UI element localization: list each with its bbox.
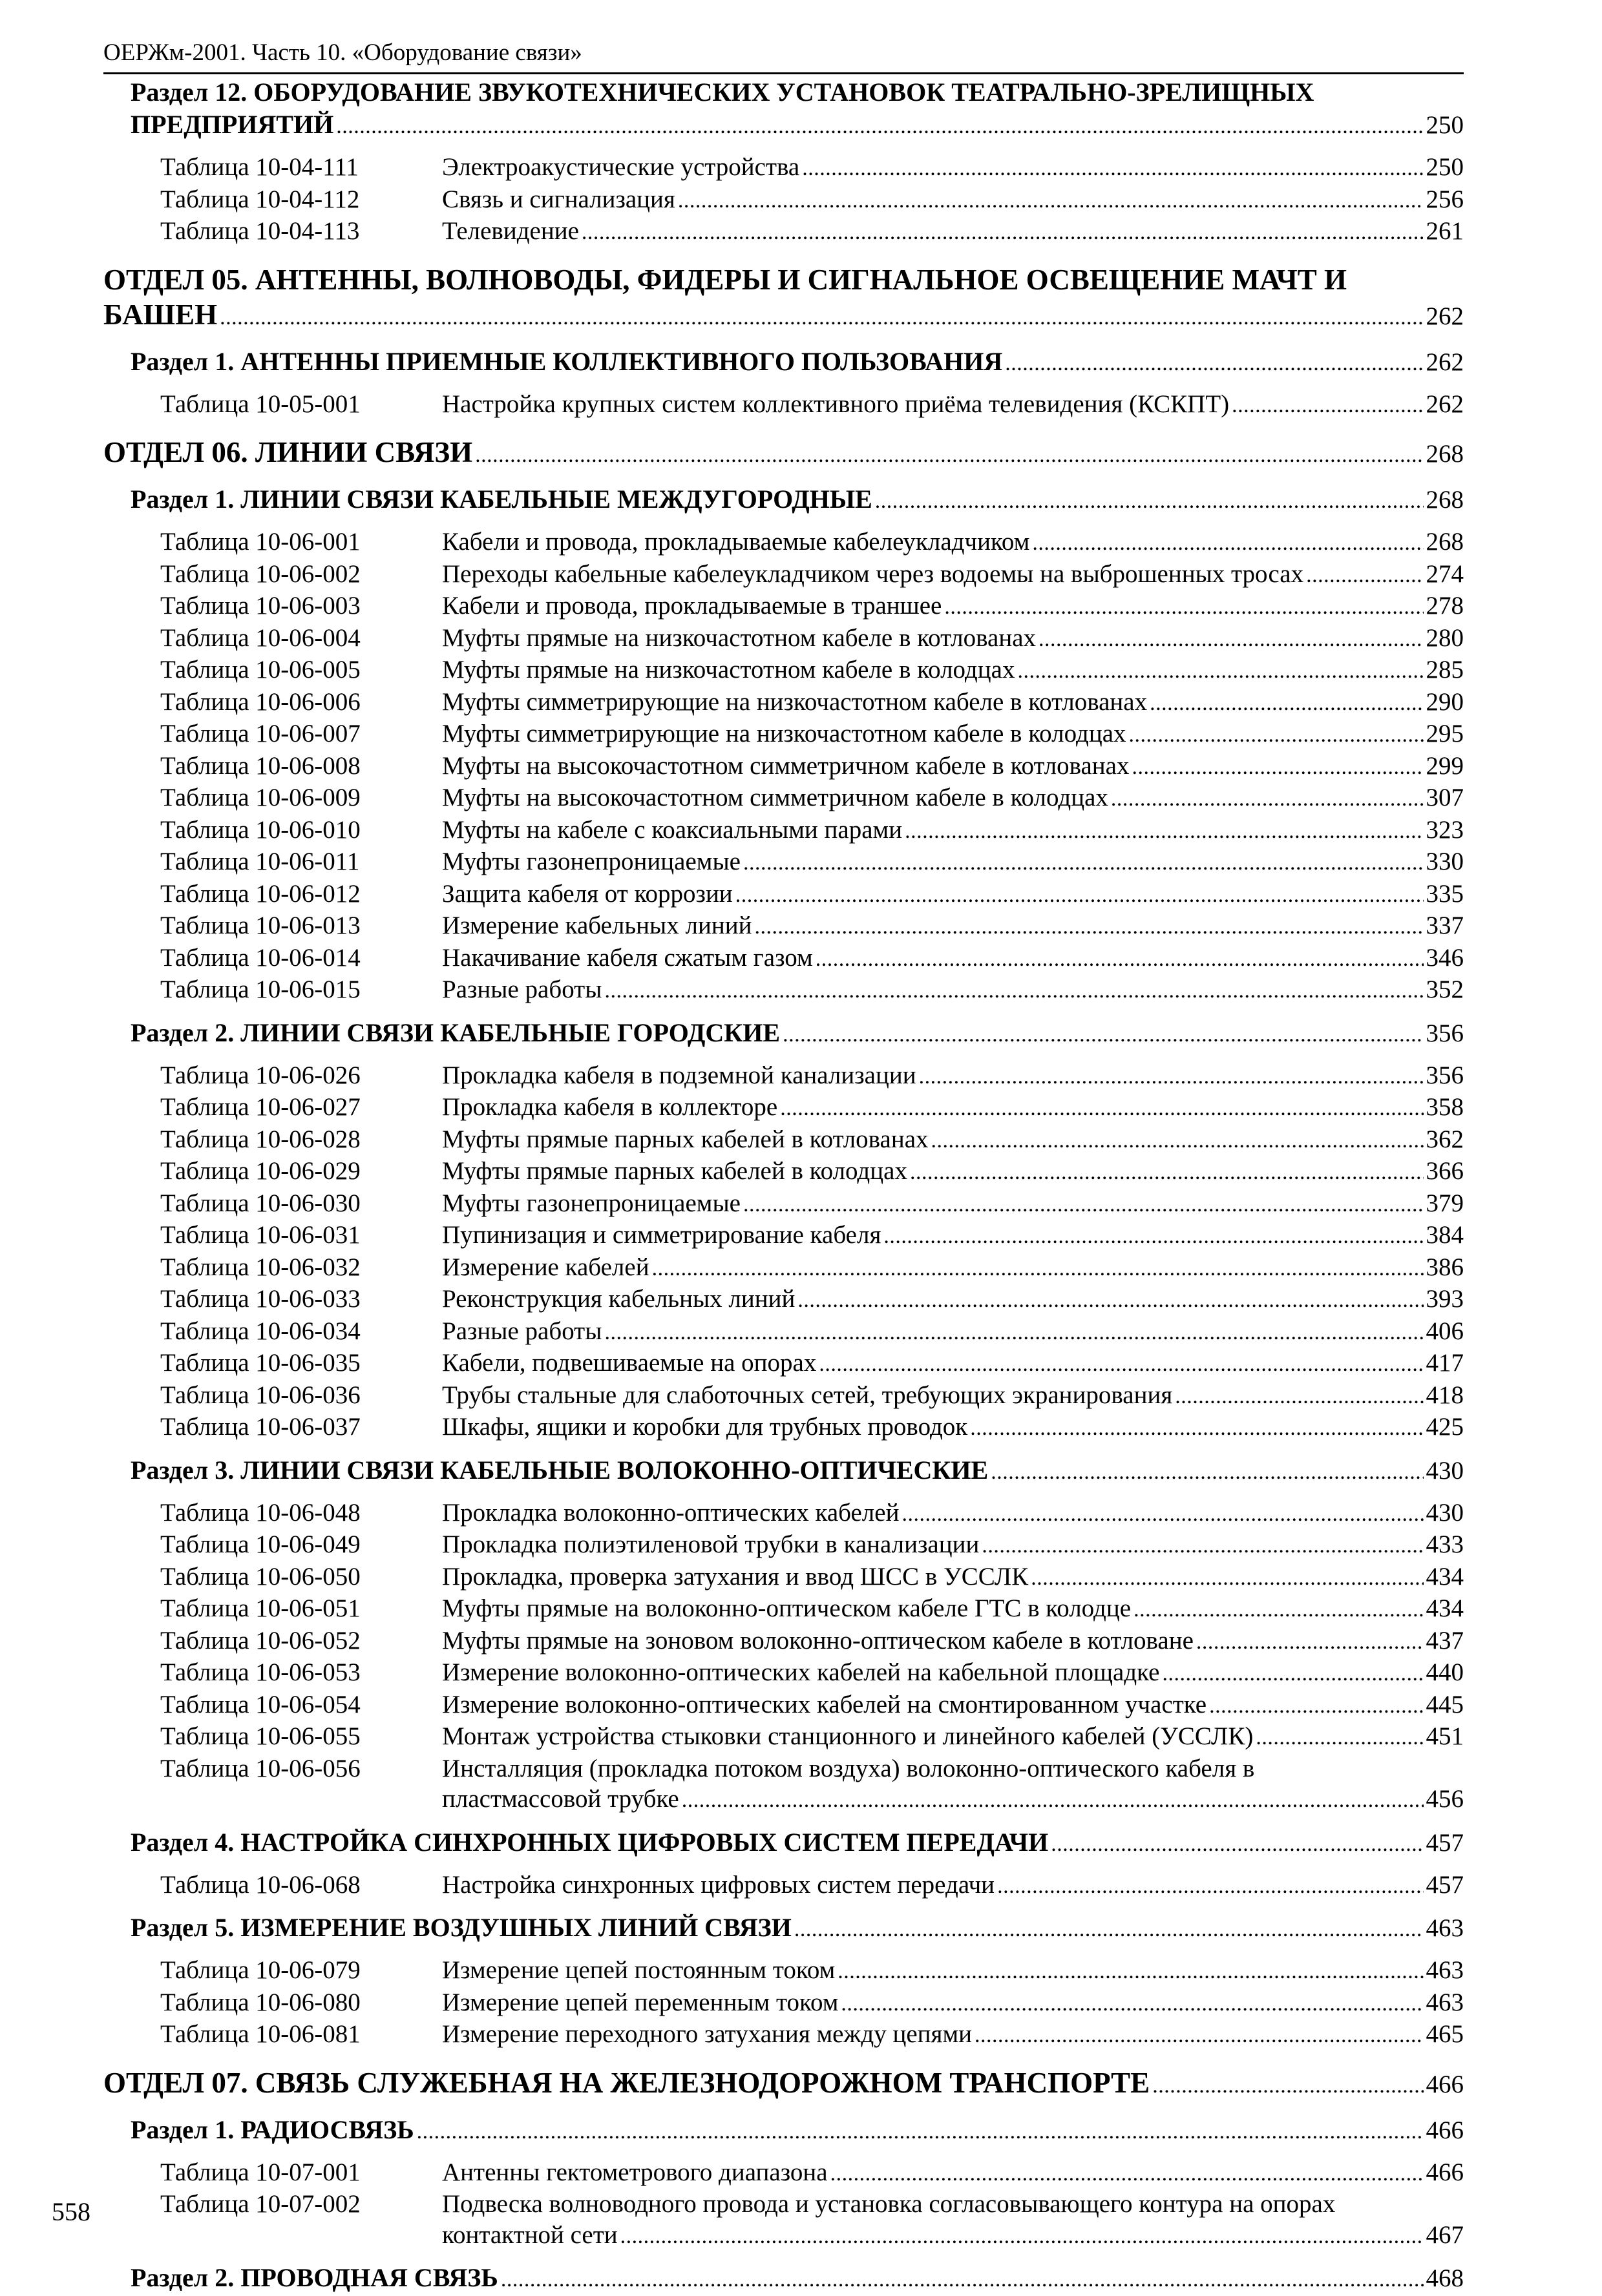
toc-title: Трубы стальные для слаботочных сетей, требующих экранирования <box>442 1381 1173 1409</box>
toc-title: Кабели, подвешиваемые на опорах <box>442 1349 817 1377</box>
toc-table-code: Таблица 10-06-081 <box>160 2020 361 2048</box>
toc-entry-table[interactable] <box>103 1092 1464 1124</box>
toc-page-number: 430 <box>1426 1456 1464 1485</box>
toc-entry-razdel[interactable] <box>103 1454 1464 1488</box>
toc-page-number: 274 <box>1426 559 1464 588</box>
toc-title: Телевидение <box>442 217 579 245</box>
toc-page-number: 418 <box>1426 1381 1464 1409</box>
toc-table-code: Таблица 10-06-001 <box>160 528 361 556</box>
toc-entry-table[interactable] <box>103 974 1464 1007</box>
toc-page-number: 262 <box>1426 302 1464 330</box>
dot-leader <box>905 815 1423 847</box>
dot-leader <box>919 1060 1424 1092</box>
toc-page-number: 366 <box>1426 1157 1464 1185</box>
dot-leader <box>604 1316 1423 1348</box>
toc-entry-razdel[interactable] <box>103 76 1464 143</box>
toc-title: Муфты прямые парных кабелей в котлованах <box>442 1125 929 1153</box>
toc-title: БАШЕН <box>103 298 218 331</box>
dot-leader <box>743 1188 1424 1220</box>
toc-page-number: 346 <box>1426 943 1464 972</box>
toc-page-number: 268 <box>1426 440 1464 468</box>
toc-page-number: 307 <box>1426 784 1464 811</box>
toc-page-number: 290 <box>1426 687 1464 716</box>
toc-entry-table[interactable] <box>103 1498 1464 1530</box>
toc-title: Раздел 2. ПРОВОДНАЯ СВЯЗЬ <box>131 2263 498 2292</box>
toc-title: Измерение волоконно-оптических кабелей на смонтированном участке <box>442 1690 1207 1718</box>
toc-entry-razdel[interactable] <box>103 2262 1464 2296</box>
toc-page-number: 456 <box>1426 1785 1464 1813</box>
toc-entry-table[interactable] <box>103 1593 1464 1625</box>
dot-leader <box>735 879 1424 911</box>
toc-title: Настройка крупных систем коллективного приёма телевидения (КСКПТ) <box>442 390 1230 418</box>
toc-page-number: 433 <box>1426 1530 1464 1558</box>
toc-page-number: 451 <box>1426 1722 1464 1750</box>
toc-title: Муфты прямые парных кабелей в колодцах <box>442 1157 907 1185</box>
toc-page-number: 250 <box>1426 111 1464 139</box>
toc-title: Муфты газонепроницаемые <box>442 1189 741 1217</box>
toc-table-code: Таблица 10-06-056 <box>160 1754 361 1782</box>
dot-leader <box>1306 559 1423 591</box>
toc-page-number: 434 <box>1426 1562 1464 1591</box>
toc-page-number: 268 <box>1426 486 1464 514</box>
dot-leader <box>841 1987 1423 2019</box>
toc-title: пластмассовой трубке <box>442 1785 679 1813</box>
toc-page-number: 250 <box>1426 153 1464 181</box>
toc-title: Прокладка полиэтиленовой трубки в канализации <box>442 1530 980 1558</box>
toc-entry-table[interactable] <box>103 654 1464 687</box>
toc-page-number: 466 <box>1426 2070 1464 2098</box>
toc-page-number: 425 <box>1426 1413 1464 1441</box>
toc-page-number: 323 <box>1426 815 1464 844</box>
toc-page-number: 457 <box>1426 1828 1464 1857</box>
toc-title: Реконструкция кабельных линий <box>442 1285 796 1313</box>
dot-leader <box>783 1017 1423 1051</box>
toc-title: Кабели и провода, прокладываемые кабелеукладчиком <box>442 528 1030 556</box>
toc-title: Электроакустические устройства <box>442 153 800 181</box>
dot-leader <box>975 2019 1423 2051</box>
toc-entry-table[interactable] <box>103 1156 1464 1188</box>
toc-entry-table[interactable] <box>103 623 1464 655</box>
toc-page-number: 430 <box>1426 1498 1464 1527</box>
toc-page-number: 463 <box>1426 1988 1464 2016</box>
toc-title: Раздел 1. ЛИНИИ СВЯЗИ КАБЕЛЬНЫЕ МЕЖДУГОРОДНЫЕ <box>131 485 872 514</box>
dot-leader <box>652 1252 1424 1284</box>
toc-table-code: Таблица 10-06-034 <box>160 1317 361 1345</box>
toc-page-number: 465 <box>1426 2020 1464 2048</box>
toc-entry-otdel[interactable] <box>103 2065 1464 2103</box>
dot-leader <box>220 297 1423 335</box>
dot-leader <box>970 1412 1423 1444</box>
dot-leader <box>501 2262 1424 2296</box>
toc-title: ПРЕДПРИЯТИЙ <box>131 110 334 139</box>
dot-leader <box>802 152 1423 184</box>
toc-title: Муфты на высокочастотном симметричном кабеле в котлованах <box>442 751 1130 780</box>
toc-entry-table[interactable] <box>103 559 1464 591</box>
dot-leader <box>1256 1721 1423 1753</box>
toc-entry-table[interactable] <box>103 216 1464 248</box>
dot-leader <box>743 846 1424 879</box>
toc-page-number: 261 <box>1426 217 1464 245</box>
dot-leader <box>991 1454 1423 1488</box>
toc-entry-table[interactable] <box>103 1060 1464 1092</box>
dot-leader <box>875 483 1424 517</box>
toc-entry-table[interactable] <box>103 1284 1464 1316</box>
toc-entry-table[interactable] <box>103 815 1464 847</box>
toc-entry-table[interactable] <box>103 2189 1464 2251</box>
toc-entry-razdel[interactable] <box>103 1017 1464 1051</box>
toc-table-code: Таблица 10-06-010 <box>160 815 361 844</box>
dot-leader <box>1129 718 1424 751</box>
toc-title: Разные работы <box>442 976 602 1003</box>
dot-leader <box>604 974 1423 1007</box>
toc-table-code: Таблица 10-07-001 <box>160 2158 361 2186</box>
toc-table-code: Таблица 10-06-054 <box>160 1690 361 1718</box>
toc-title: Шкафы, ящики и коробки для трубных проводок <box>442 1413 968 1441</box>
toc-page-number: 417 <box>1426 1349 1464 1377</box>
toc-title: Прокладка кабеля в коллекторе <box>442 1093 778 1121</box>
dot-leader <box>1196 1625 1424 1658</box>
dot-leader <box>1038 623 1423 655</box>
toc-title: Кабели и провода, прокладываемые в траншее <box>442 592 942 620</box>
dot-leader <box>754 910 1423 943</box>
toc-title: Связь и сигнализация <box>442 185 675 213</box>
toc-page-number: 466 <box>1426 2158 1464 2186</box>
dot-leader <box>1017 654 1423 687</box>
toc-page-number: 467 <box>1426 2220 1464 2249</box>
toc-page-number: 352 <box>1426 976 1464 1003</box>
toc-title: Измерение кабелей <box>442 1253 649 1281</box>
toc-table-code: Таблица 10-06-013 <box>160 912 361 939</box>
dot-leader <box>816 943 1424 975</box>
toc-table-code: Таблица 10-06-051 <box>160 1594 361 1622</box>
toc-entry-table[interactable] <box>103 1380 1464 1412</box>
dot-leader <box>883 1220 1423 1252</box>
toc-title: Раздел 1. АНТЕННЫ ПРИЕМНЫЕ КОЛЛЕКТИВНОГО ПОЛЬЗОВАНИЯ <box>131 346 1003 376</box>
toc-page-number: 437 <box>1426 1626 1464 1654</box>
toc-page-number: 406 <box>1426 1317 1464 1345</box>
toc-entry-table[interactable] <box>103 2019 1464 2051</box>
dot-leader <box>910 1156 1424 1188</box>
dot-leader <box>1152 2065 1423 2103</box>
toc-entry-table[interactable] <box>103 910 1464 943</box>
dot-leader <box>830 2157 1424 2189</box>
toc-page-number: 440 <box>1426 1658 1464 1686</box>
dot-leader <box>336 109 1423 143</box>
dot-leader <box>475 435 1423 473</box>
toc-entry-table[interactable] <box>103 687 1464 719</box>
toc-table-code: Таблица 10-06-068 <box>160 1870 361 1899</box>
toc-title: Муфты прямые на волоконно-оптическом кабеле ГТС в колодце <box>442 1594 1132 1622</box>
dot-leader <box>780 1092 1423 1124</box>
toc-title: Пупинизация и симметрирование кабеля <box>442 1221 881 1249</box>
toc-entry-table[interactable] <box>103 1657 1464 1689</box>
toc-entry-table[interactable] <box>103 718 1464 751</box>
toc-title: Разные работы <box>442 1317 602 1345</box>
toc-table-code: Таблица 10-06-037 <box>160 1413 361 1441</box>
toc-entry-table[interactable] <box>103 1124 1464 1156</box>
toc-page-number: 386 <box>1426 1253 1464 1281</box>
dot-leader <box>1209 1689 1423 1722</box>
toc-entry-razdel[interactable] <box>103 1826 1464 1861</box>
toc-entry-table[interactable] <box>103 1188 1464 1220</box>
dot-leader <box>794 1912 1424 1946</box>
toc-page-number: 299 <box>1426 751 1464 780</box>
dot-leader <box>682 1784 1424 1816</box>
toc-table-code: Таблица 10-05-001 <box>160 390 361 418</box>
toc-table-code: Таблица 10-06-009 <box>160 784 361 811</box>
toc-title: Муфты на высокочастотном симметричном кабеле в колодцах <box>442 784 1108 811</box>
toc-entry-table[interactable] <box>103 751 1464 783</box>
toc-page-number: 262 <box>1426 390 1464 418</box>
toc-entry-table[interactable] <box>103 1561 1464 1594</box>
toc-entry-razdel[interactable] <box>103 346 1464 380</box>
table-of-contents <box>103 76 1464 2296</box>
toc-page-number: 379 <box>1426 1189 1464 1217</box>
toc-entry-table[interactable] <box>103 1870 1464 1902</box>
toc-page-number: 356 <box>1426 1061 1464 1089</box>
toc-page-number: 330 <box>1426 848 1464 875</box>
toc-title: Измерение волоконно-оптических кабелей на кабельной площадке <box>442 1658 1160 1686</box>
toc-page-number: 468 <box>1426 2264 1464 2292</box>
toc-title: Муфты прямые на низкочастотном кабеле в котлованах <box>442 623 1037 652</box>
toc-entry-table[interactable] <box>103 846 1464 879</box>
toc-page-number: 280 <box>1426 623 1464 652</box>
dot-leader <box>582 216 1424 248</box>
toc-title: Измерение кабельных линий <box>442 912 752 939</box>
toc-table-code: Таблица 10-06-031 <box>160 1221 361 1249</box>
dot-leader <box>1175 1380 1423 1412</box>
toc-entry-table[interactable] <box>103 389 1464 421</box>
toc-table-code: Таблица 10-06-005 <box>160 656 361 684</box>
dot-leader <box>1005 346 1423 380</box>
toc-entry-table[interactable] <box>103 1220 1464 1252</box>
toc-entry-table[interactable] <box>103 1348 1464 1380</box>
dot-leader <box>1133 1593 1423 1625</box>
toc-title: Муфты прямые на зоновом волоконно-оптическом кабеле в котловане <box>442 1626 1194 1654</box>
running-header <box>103 36 1464 74</box>
toc-entry-table[interactable] <box>103 1721 1464 1753</box>
toc-table-code: Таблица 10-06-052 <box>160 1626 361 1654</box>
toc-title: Переходы кабельные кабелеукладчиком через водоемы на выброшенных тросах <box>442 559 1304 588</box>
toc-page-number: 356 <box>1426 1019 1464 1047</box>
toc-table-code: Таблица 10-06-011 <box>160 848 360 875</box>
toc-page-number: 285 <box>1426 656 1464 684</box>
toc-title: контактной сети <box>442 2220 618 2249</box>
toc-title: ОТДЕЛ 07. СВЯЗЬ СЛУЖЕБНАЯ НА ЖЕЛЕЗНОДОРОЖНОМ ТРАНСПОРТЕ <box>103 2066 1150 2099</box>
toc-table-code: Таблица 10-06-006 <box>160 687 361 716</box>
toc-entry-table[interactable] <box>103 1625 1464 1658</box>
toc-page-number: 434 <box>1426 1594 1464 1622</box>
toc-page-number: 358 <box>1426 1093 1464 1121</box>
toc-page-number: 268 <box>1426 528 1464 556</box>
toc-table-code: Таблица 10-06-028 <box>160 1125 361 1153</box>
toc-entry-table[interactable] <box>103 943 1464 975</box>
dot-leader <box>1111 782 1424 815</box>
toc-title: Измерение переходного затухания между цепями <box>442 2020 973 2048</box>
dot-leader <box>1232 389 1423 421</box>
toc-page-number: 362 <box>1426 1125 1464 1153</box>
toc-entry-table[interactable] <box>103 2157 1464 2189</box>
toc-table-code: Таблица 10-06-035 <box>160 1349 361 1377</box>
toc-title: Муфты прямые на низкочастотном кабеле в колодцах <box>442 656 1015 684</box>
toc-table-code: Таблица 10-04-113 <box>160 217 360 245</box>
toc-table-code: Таблица 10-06-003 <box>160 592 361 620</box>
toc-entry-otdel[interactable] <box>103 435 1464 473</box>
dot-leader <box>931 1124 1424 1156</box>
toc-table-code: Таблица 10-06-012 <box>160 879 361 908</box>
dot-leader <box>944 590 1423 623</box>
toc-page-number: 256 <box>1426 185 1464 213</box>
toc-title: Муфты газонепроницаемые <box>442 848 741 875</box>
toc-table-code: Таблица 10-06-030 <box>160 1189 361 1217</box>
toc-title: Муфты симметрирующие на низкочастотном кабеле в котлованах <box>442 687 1148 716</box>
dot-leader <box>997 1870 1423 1902</box>
toc-table-code: Таблица 10-04-111 <box>160 153 359 181</box>
toc-table-code: Таблица 10-06-029 <box>160 1157 361 1185</box>
toc-entry-table[interactable] <box>103 782 1464 815</box>
toc-entry-table[interactable] <box>103 1529 1464 1561</box>
toc-entry-table[interactable] <box>103 1987 1464 2019</box>
toc-title: Раздел 4. НАСТРОЙКА СИНХРОННЫХ ЦИФРОВЫХ СИСТЕМ ПЕРЕДАЧИ <box>131 1827 1049 1857</box>
toc-table-code: Таблица 10-06-053 <box>160 1658 361 1686</box>
toc-page-number: 463 <box>1426 1914 1464 1942</box>
toc-table-code: Таблица 10-06-032 <box>160 1253 361 1281</box>
page-number: 558 <box>52 2197 90 2226</box>
toc-page-number: 278 <box>1426 592 1464 620</box>
dot-leader <box>1132 751 1423 783</box>
toc-title: Настройка синхронных цифровых систем передачи <box>442 1870 995 1899</box>
toc-table-code: Таблица 10-06-050 <box>160 1562 361 1591</box>
dot-leader <box>1031 1561 1423 1594</box>
toc-entry-table[interactable] <box>103 590 1464 623</box>
toc-title-line: Инсталляция (прокладка потоком воздуха) волоконно-оптического кабеля в <box>442 1754 1255 1782</box>
toc-table-code: Таблица 10-04-112 <box>160 185 360 213</box>
toc-title-line: ОТДЕЛ 05. АНТЕННЫ, ВОЛНОВОДЫ, ФИДЕРЫ И СИГНАЛЬНОЕ ОСВЕЩЕНИЕ МАЧТ И <box>103 263 1347 296</box>
dot-leader <box>1150 687 1423 719</box>
toc-page-number: 393 <box>1426 1285 1464 1313</box>
toc-title: Измерение цепей переменным током <box>442 1988 839 2016</box>
toc-title: Прокладка волоконно-оптических кабелей <box>442 1498 900 1527</box>
dot-leader <box>982 1529 1423 1561</box>
toc-table-code: Таблица 10-06-049 <box>160 1530 361 1558</box>
toc-page-number: 466 <box>1426 2116 1464 2144</box>
toc-entry-table[interactable] <box>103 1412 1464 1444</box>
dot-leader <box>1051 1826 1423 1861</box>
toc-title-line: Подвеска волноводного провода и установка согласовывающего контура на опорах <box>442 2190 1336 2218</box>
toc-entry-table[interactable] <box>103 879 1464 911</box>
toc-title: Муфты симметрирующие на низкочастотном кабеле в колодцах <box>442 720 1126 747</box>
toc-table-code: Таблица 10-06-079 <box>160 1956 361 1984</box>
toc-entry-table[interactable] <box>103 1252 1464 1284</box>
toc-title: Прокладка, проверка затухания и ввод ШСС в УССЛК <box>442 1562 1029 1591</box>
toc-title: Монтаж устройства стыковки станционного и линейного кабелей (УССЛК) <box>442 1722 1254 1750</box>
dot-leader <box>678 184 1424 216</box>
toc-entry-table[interactable] <box>103 184 1464 216</box>
toc-entry-razdel[interactable] <box>103 1912 1464 1946</box>
toc-title: Прокладка кабеля в подземной канализации <box>442 1061 916 1089</box>
toc-title: ОТДЕЛ 06. ЛИНИИ СВЯЗИ <box>103 436 473 468</box>
dot-leader <box>797 1284 1423 1316</box>
toc-title: Муфты на кабеле с коаксиальными парами <box>442 815 903 844</box>
toc-table-code: Таблица 10-06-002 <box>160 559 361 588</box>
toc-entry-otdel[interactable] <box>103 262 1464 335</box>
toc-entry-table[interactable] <box>103 1316 1464 1348</box>
toc-table-code: Таблица 10-06-007 <box>160 720 361 747</box>
toc-table-code: Таблица 10-06-026 <box>160 1061 361 1089</box>
dot-leader <box>1162 1657 1423 1689</box>
toc-title: Накачивание кабеля сжатым газом <box>442 943 813 972</box>
toc-title: Раздел 1. РАДИОСВЯЗЬ <box>131 2114 414 2144</box>
dot-leader <box>838 1955 1423 1987</box>
toc-entry-table[interactable] <box>103 152 1464 184</box>
toc-page-number: 337 <box>1426 912 1464 939</box>
toc-entry-table[interactable] <box>103 1689 1464 1722</box>
dot-leader <box>819 1348 1423 1380</box>
toc-title: Раздел 2. ЛИНИИ СВЯЗИ КАБЕЛЬНЫЕ ГОРОДСКИЕ <box>131 1018 781 1047</box>
toc-table-code: Таблица 10-06-055 <box>160 1722 361 1750</box>
toc-table-code: Таблица 10-06-048 <box>160 1498 361 1527</box>
toc-table-code: Таблица 10-06-008 <box>160 751 361 780</box>
toc-entry-table[interactable] <box>103 527 1464 559</box>
toc-title-line: Раздел 12. ОБОРУДОВАНИЕ ЗВУКОТЕХНИЧЕСКИХ УСТАНОВОК ТЕАТРАЛЬНО-ЗРЕЛИЩНЫХ <box>131 78 1314 107</box>
toc-title: Раздел 3. ЛИНИИ СВЯЗИ КАБЕЛЬНЫЕ ВОЛОКОННО-ОПТИЧЕСКИЕ <box>131 1455 989 1485</box>
toc-title: Измерение цепей постоянным током <box>442 1956 836 1984</box>
toc-table-code: Таблица 10-06-027 <box>160 1093 361 1121</box>
dot-leader <box>1032 527 1423 559</box>
toc-title: Антенны гектометрового диапазона <box>442 2158 828 2186</box>
dot-leader <box>620 2220 1424 2252</box>
toc-page-number: 335 <box>1426 879 1464 908</box>
toc-entry-table[interactable] <box>103 1753 1464 1816</box>
toc-entry-table[interactable] <box>103 1955 1464 1987</box>
toc-entry-razdel[interactable] <box>103 2114 1464 2148</box>
toc-table-code: Таблица 10-07-002 <box>160 2190 361 2218</box>
toc-page-number: 463 <box>1426 1956 1464 1984</box>
toc-table-code: Таблица 10-06-033 <box>160 1285 361 1313</box>
toc-table-code: Таблица 10-06-014 <box>160 943 361 972</box>
header-title: ОЕРЖм-2001. Часть 10. «Оборудование связи» <box>103 39 582 66</box>
toc-page-number: 262 <box>1426 348 1464 376</box>
toc-title: Защита кабеля от коррозии <box>442 879 733 908</box>
toc-page-number: 295 <box>1426 720 1464 747</box>
toc-table-code: Таблица 10-06-080 <box>160 1988 361 2016</box>
toc-page-number: 384 <box>1426 1221 1464 1249</box>
toc-entry-razdel[interactable] <box>103 483 1464 517</box>
dot-leader <box>417 2114 1424 2148</box>
toc-page-number: 445 <box>1426 1690 1464 1718</box>
dot-leader <box>901 1498 1423 1530</box>
toc-table-code: Таблица 10-06-015 <box>160 976 361 1003</box>
toc-page-number: 457 <box>1426 1870 1464 1899</box>
toc-title: Раздел 5. ИЗМЕРЕНИЕ ВОЗДУШНЫХ ЛИНИЙ СВЯЗИ <box>131 1913 792 1942</box>
toc-table-code: Таблица 10-06-004 <box>160 623 361 652</box>
toc-table-code: Таблица 10-06-036 <box>160 1381 361 1409</box>
